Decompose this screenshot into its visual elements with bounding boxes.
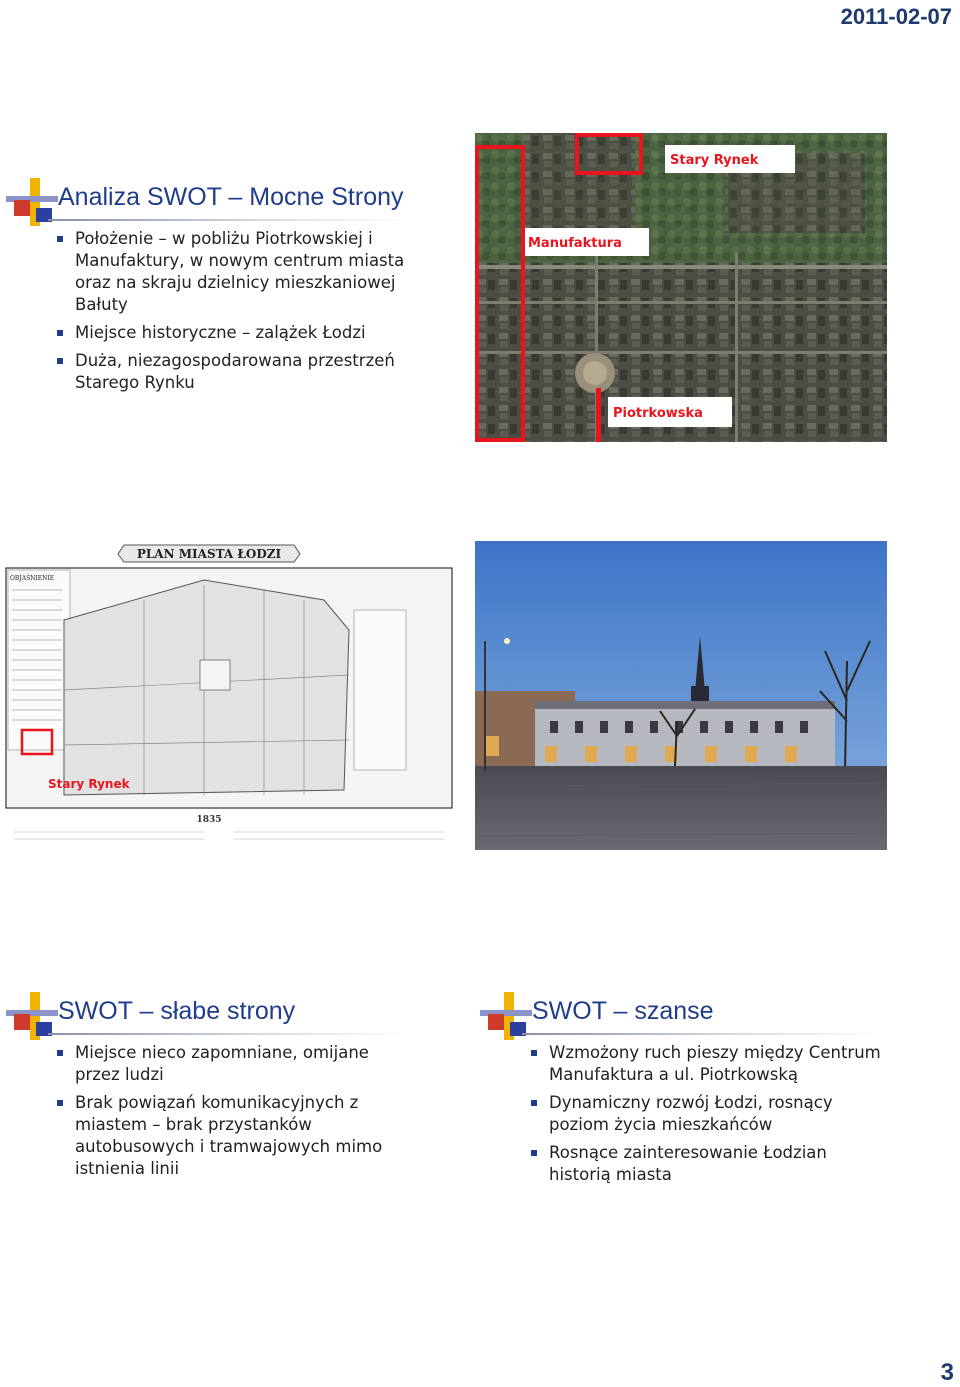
slide3-title: SWOT – szanse [532, 997, 714, 1025]
manufaktura-label: Manufaktura [528, 236, 622, 251]
piotrkowska-label: Piotrkowska [613, 406, 703, 421]
bullet-square-icon [57, 236, 63, 242]
slide1-bullet-list [57, 228, 417, 400]
slide2-title: SWOT – słabe strony [58, 997, 296, 1025]
map-stary-rynek-label: Stary Rynek [48, 777, 130, 791]
slide2-bullet-list [57, 1042, 397, 1186]
historic-map [4, 540, 456, 850]
list-item: Brak powiązań komunikacyjnych z miastem – brak przystanków autobusowych i tramwajowych mimo istnienia linii [57, 1092, 397, 1180]
bullet-square-icon [531, 1100, 537, 1106]
page-date: 2011-02-07 [840, 4, 952, 29]
list-item: Miejsce historyczne – zalążek Łodzi [57, 322, 417, 344]
bullet-square-icon [57, 358, 63, 364]
list-item: Miejsce nieco zapomniane, omijane przez ludzi [57, 1042, 397, 1086]
map-banner: PLAN MIASTA ŁODZI [136, 547, 282, 561]
slide2-title-rule [48, 1033, 408, 1035]
slide1-title-rule [48, 219, 408, 221]
list-item: Rosnące zainteresowanie Łodzian historią miasta [531, 1142, 891, 1186]
list-item: Duża, niezagospodarowana przestrzeń Starego Rynku [57, 350, 417, 394]
slide1-title: Analiza SWOT – Mocne Strony [58, 183, 404, 211]
slide3-bullet-list [531, 1042, 891, 1192]
slide3-title-rule [522, 1033, 882, 1035]
map-year: 1835 [196, 815, 222, 825]
bullet-square-icon [57, 1100, 63, 1106]
old-market-square-photo [475, 541, 887, 850]
aerial-photo [475, 133, 887, 442]
list-item: Dynamiczny rozwój Łodzi, rosnący poziom życia mieszkańców [531, 1092, 891, 1136]
bullet-square-icon [57, 330, 63, 336]
bullet-square-icon [57, 1050, 63, 1056]
stary-rynek-label: Stary Rynek [670, 153, 759, 168]
list-item: Wzmożony ruch pieszy między Centrum Manufaktura a ul. Piotrkowską [531, 1042, 891, 1086]
page-number: 3 [940, 1359, 954, 1386]
list-item: Położenie – w pobliżu Piotrkowskiej i Manufaktury, w nowym centrum miasta oraz na skraju dzielnicy mieszkaniowej Bałuty [57, 228, 417, 316]
bullet-square-icon [531, 1050, 537, 1056]
map-legend-heading: OBJAŚNIENIE [10, 575, 55, 582]
bullet-square-icon [531, 1150, 537, 1156]
